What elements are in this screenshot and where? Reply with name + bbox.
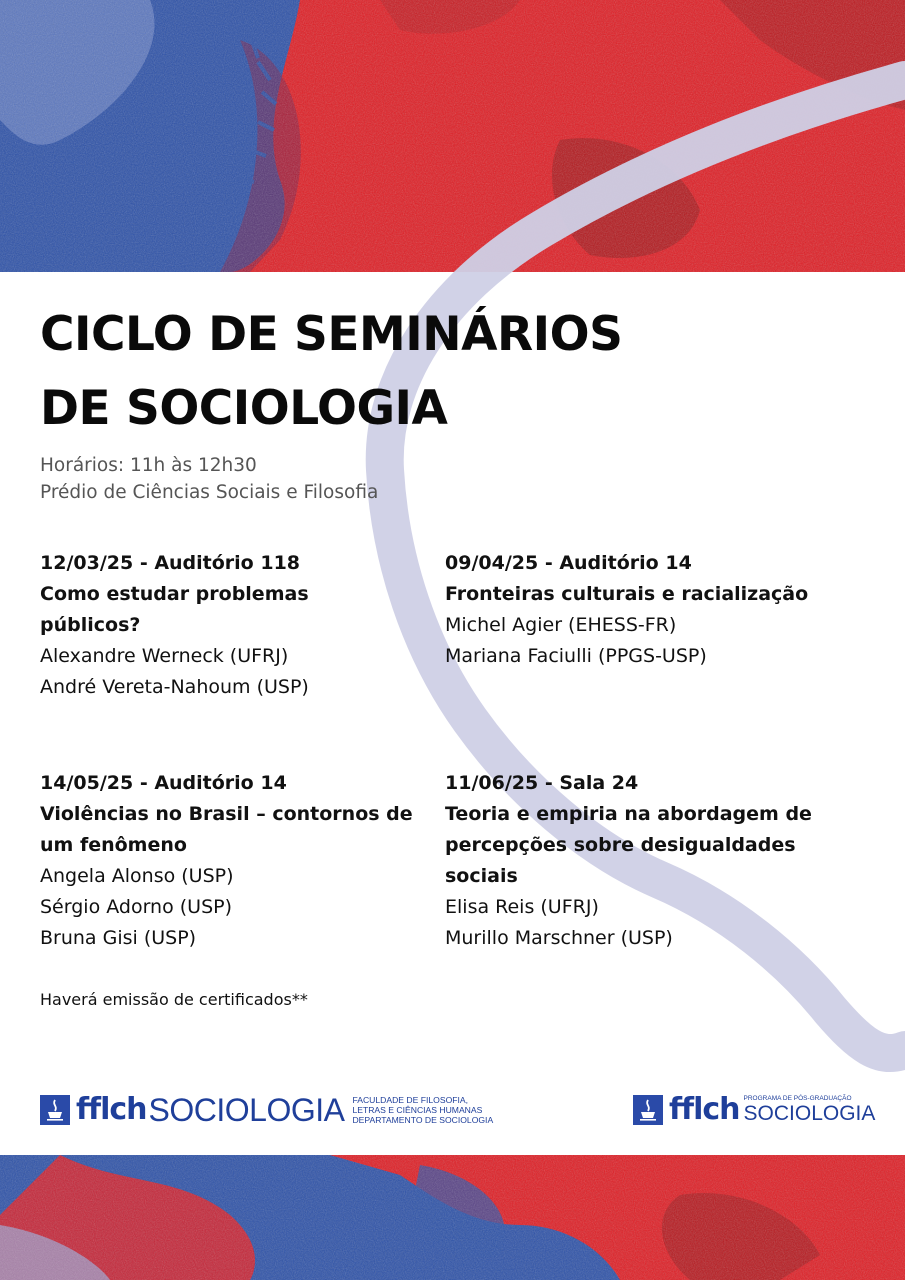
session-speaker: Elisa Reis (UFRJ): [445, 896, 599, 918]
logo-desc-line-2: LETRAS E CIÊNCIAS HUMANAS: [352, 1105, 483, 1115]
page-title: [40, 298, 622, 446]
session-speaker: Sérgio Adorno (USP): [40, 896, 233, 918]
bottom-banner-image: [0, 1155, 905, 1280]
session-theme: Violências no Brasil – contornos de um fenômeno: [40, 803, 413, 856]
session-date: 11/06/25 - Sala 24: [445, 772, 639, 794]
title-line-2: DE SOCIOLOGIA: [40, 381, 448, 436]
event-info: [40, 452, 378, 506]
logo-program-text: PROGRAMA DE PÓS-GRADUAÇÃO: [743, 1095, 852, 1102]
fflch-emblem-icon: [40, 1095, 70, 1125]
logo-fflch-text: fflch: [76, 1092, 147, 1127]
session-date: 14/05/25 - Auditório 14: [40, 772, 287, 794]
event-venue: Prédio de Ciências Sociais e Filosofia: [40, 482, 379, 503]
session-2: [445, 548, 865, 672]
fflch-emblem-glyph: [44, 1098, 66, 1122]
session-4: [445, 768, 845, 954]
title-line-1: CICLO DE SEMINÁRIOS: [40, 307, 623, 362]
logo-desc-line-1: FACULDADE DE FILOSOFIA,: [352, 1095, 469, 1105]
session-speaker: Angela Alonso (USP): [40, 865, 234, 887]
session-theme: Como estudar problemas públicos?: [40, 583, 309, 636]
session-theme: Fronteiras culturais e racialização: [445, 583, 809, 605]
session-date: 09/04/25 - Auditório 14: [445, 552, 692, 574]
logo-description: [352, 1095, 493, 1125]
logo-program-stack: [744, 1095, 876, 1125]
logo-fflch-text: fflch: [669, 1092, 740, 1127]
logo-desc-line-3: DEPARTAMENTO DE SOCIOLOGIA: [352, 1115, 494, 1125]
event-hours: Horários: 11h às 12h30: [40, 455, 257, 476]
fflch-emblem-glyph: [637, 1098, 659, 1122]
logo-sociologia-text: SOCIOLOGIA: [148, 1092, 345, 1128]
session-speaker: Bruna Gisi (USP): [40, 927, 197, 949]
logo-fflch-pos-graduacao: [633, 1092, 875, 1128]
top-banner-art: [0, 0, 905, 272]
session-speaker: Mariana Faciulli (PPGS-USP): [445, 645, 707, 667]
session-speaker: André Vereta-Nahoum (USP): [40, 676, 309, 698]
logo-sociologia-text: SOCIOLOGIA: [743, 1102, 876, 1125]
session-theme: Teoria e empiria na abordagem de percepções sobre desigualdades sociais: [445, 803, 812, 887]
session-1: [40, 548, 400, 703]
bottom-banner-art: [0, 1155, 905, 1280]
session-3: [40, 768, 420, 954]
session-speaker: Alexandre Werneck (UFRJ): [40, 645, 289, 667]
fflch-emblem-icon: [633, 1095, 663, 1125]
certificate-note: Haverá emissão de certificados**: [40, 990, 308, 1009]
top-banner-image: [0, 0, 905, 272]
logo-fflch-departamento: [40, 1092, 493, 1128]
session-date: 12/03/25 - Auditório 118: [40, 552, 301, 574]
session-speaker: Murillo Marschner (USP): [445, 927, 673, 949]
session-speaker: Michel Agier (EHESS-FR): [445, 614, 677, 636]
